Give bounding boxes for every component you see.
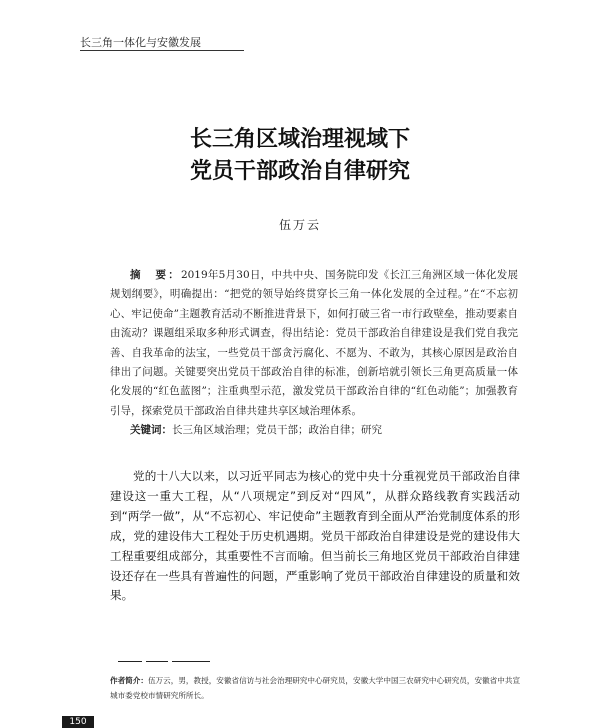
footnote-rule-segment: [146, 661, 168, 662]
body-paragraph: 党的十八大以来，以习近平同志为核心的党中央十分重视党员干部政治自律建设这一重大工程，从“八项规定”到反对“四风”，从群众路线教育实践活动到“两学一做”，从“不忘初心、牢记使命”主题教育到全面从严治党制度体系的形成，党的建设伟大工程处于历史机遇期。党员干部政治自律建设是党的建设伟大工程重要组成部分，其重要性不言而喻。但当前长三角地区党员干部政治自律建设还存在一些具有普遍性的问题，严重影响了党员干部政治自律建设的质量和效果。: [110, 469, 520, 603]
footnote-rule-segment: [118, 661, 142, 662]
footnote-rule-segment: [172, 661, 210, 662]
header-underline: [80, 50, 244, 51]
article-title-line-2: 党员干部政治自律研究: [189, 159, 410, 184]
abstract-block: [110, 266, 518, 441]
page-number: 150: [62, 716, 94, 728]
footnote-label: 作者简介：: [110, 676, 148, 685]
abstract-text: 2019年5月30日，中共中央、国务院印发《长江三角洲区域一体化发展规划纲要》，明确提出：“把党的领导始终贯穿长三角一体化发展的全过程。”在“不忘初心、牢记使命”主题教育活动不断推进背景下，如何打破三省一市行政壁垒，推动要素自由流动？课题组采取多种形式调查，得出结论：党员干部政治自律建设是我们党自我完善、自我革命的法宝，一些党员干部贪污腐化、不愿为、不敢为，其核心原因是政治自律出了问题。关键要突出党员干部政治自律的标准，创新培就引领长三角更高质量一体化发展的“红色蓝图”；注重典型示范，激发党员干部政治自律的“红色动能”；加强教育引导，探索党员干部政治自律共建共享区域治理体系。: [110, 269, 518, 417]
keywords-text: 长三角区域治理；党员干部；政治自律；研究: [172, 424, 382, 437]
body-text: [110, 467, 520, 606]
author-name: 伍万云: [278, 218, 321, 232]
abstract-paragraph: [110, 266, 518, 421]
abstract-label: 摘 要：: [130, 269, 181, 281]
footnote-text: 伍万云，男，教授，安徽省信访与社会治理研究中心研究员，安徽大学中国三农研究中心研究员，安徽省中共宣城市委党校市情研究所所长。: [110, 676, 521, 700]
keywords-line: [110, 421, 518, 440]
article-title-line-1: 长三角区域治理视域下: [189, 127, 410, 152]
keywords-label: 关键词：: [130, 424, 172, 437]
journal-section-tag: 长三角一体化与安徽发展: [80, 36, 201, 49]
author-footnote: [110, 674, 522, 703]
